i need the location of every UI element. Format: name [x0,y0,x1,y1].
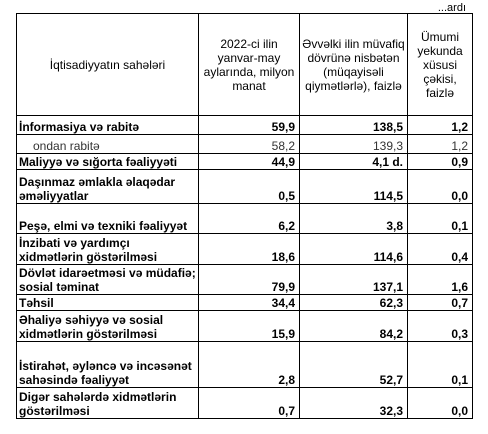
row-name: İnzibati və yardımçı xidmətlərin göstərilməsi [17,234,199,265]
row-value: 34,4 [199,295,300,311]
row-name: ondan rabitə [17,135,199,154]
table-row [17,311,473,342]
row-change: 137,1 [300,265,408,295]
header-value: 2022-ci ilin yanvar-may aylarında, milyon manat [199,14,300,116]
row-name: Dövlət idarəetməsi və müdafiə; sosial təminat [17,265,199,295]
row-change: 4,1 d. [300,154,408,170]
header-sector: İqtisadiyyatın sahələri [17,14,199,116]
table-row [17,342,473,388]
table-row [17,154,473,170]
row-value: 0,7 [199,388,300,419]
row-value: 58,2 [199,135,300,154]
row-change: 138,5 [300,116,408,135]
row-share: 1,2 [408,116,473,135]
table-row [17,116,473,135]
row-name: Digər sahələrdə xidmətlərin göstərilməsi [17,388,199,419]
row-change: 114,5 [300,170,408,204]
row-share: 0,9 [408,154,473,170]
table-row [17,234,473,265]
row-share: 0,0 [408,170,473,204]
row-change: 139,3 [300,135,408,154]
row-name: İstirahət, əyləncə və incəsənət sahəsində fəaliyyət [17,342,199,388]
row-share: 0,1 [408,342,473,388]
row-value: 18,6 [199,234,300,265]
table-row [17,295,473,311]
continued-label: ...ardı [437,2,466,14]
row-change: 114,6 [300,234,408,265]
row-change: 3,8 [300,204,408,234]
row-share: 0,7 [408,295,473,311]
table-row [17,170,473,204]
row-value: 79,9 [199,265,300,295]
row-value: 15,9 [199,311,300,342]
row-share: 0,3 [408,311,473,342]
row-change: 62,3 [300,295,408,311]
row-value: 59,9 [199,116,300,135]
row-share: 1,6 [408,265,473,295]
row-name: Maliyyə və sığorta fəaliyyəti [17,154,199,170]
row-name: Təhsil [17,295,199,311]
row-share: 0,4 [408,234,473,265]
table-row [17,204,473,234]
table-row [17,135,473,154]
header-change: Əvvəlki ilin müvafiq dövrünə nisbətən (müqayisəli qiymətlərlə), faizlə [300,14,408,116]
row-value: 0,5 [199,170,300,204]
row-name: Peşə, elmi və texniki fəaliyyət [17,204,199,234]
row-change: 84,2 [300,311,408,342]
services-table [16,13,473,419]
table-row [17,388,473,419]
row-change: 52,7 [300,342,408,388]
row-change: 32,3 [300,388,408,419]
row-name: Əhaliyə səhiyyə və sosial xidmətlərin göstərilməsi [17,311,199,342]
table-row [17,265,473,295]
row-value: 6,2 [199,204,300,234]
row-share: 1,2 [408,135,473,154]
row-value: 2,8 [199,342,300,388]
row-value: 44,9 [199,154,300,170]
header-row [17,14,473,116]
row-share: 0,1 [408,204,473,234]
row-share: 0,0 [408,388,473,419]
row-name: İnformasiya və rabitə [17,116,199,135]
row-name: Daşınmaz əmlakla əlaqədar əməliyyatlar [17,170,199,204]
header-share: Ümumi yekunda xüsusi çəkisi, faizlə [408,14,473,116]
